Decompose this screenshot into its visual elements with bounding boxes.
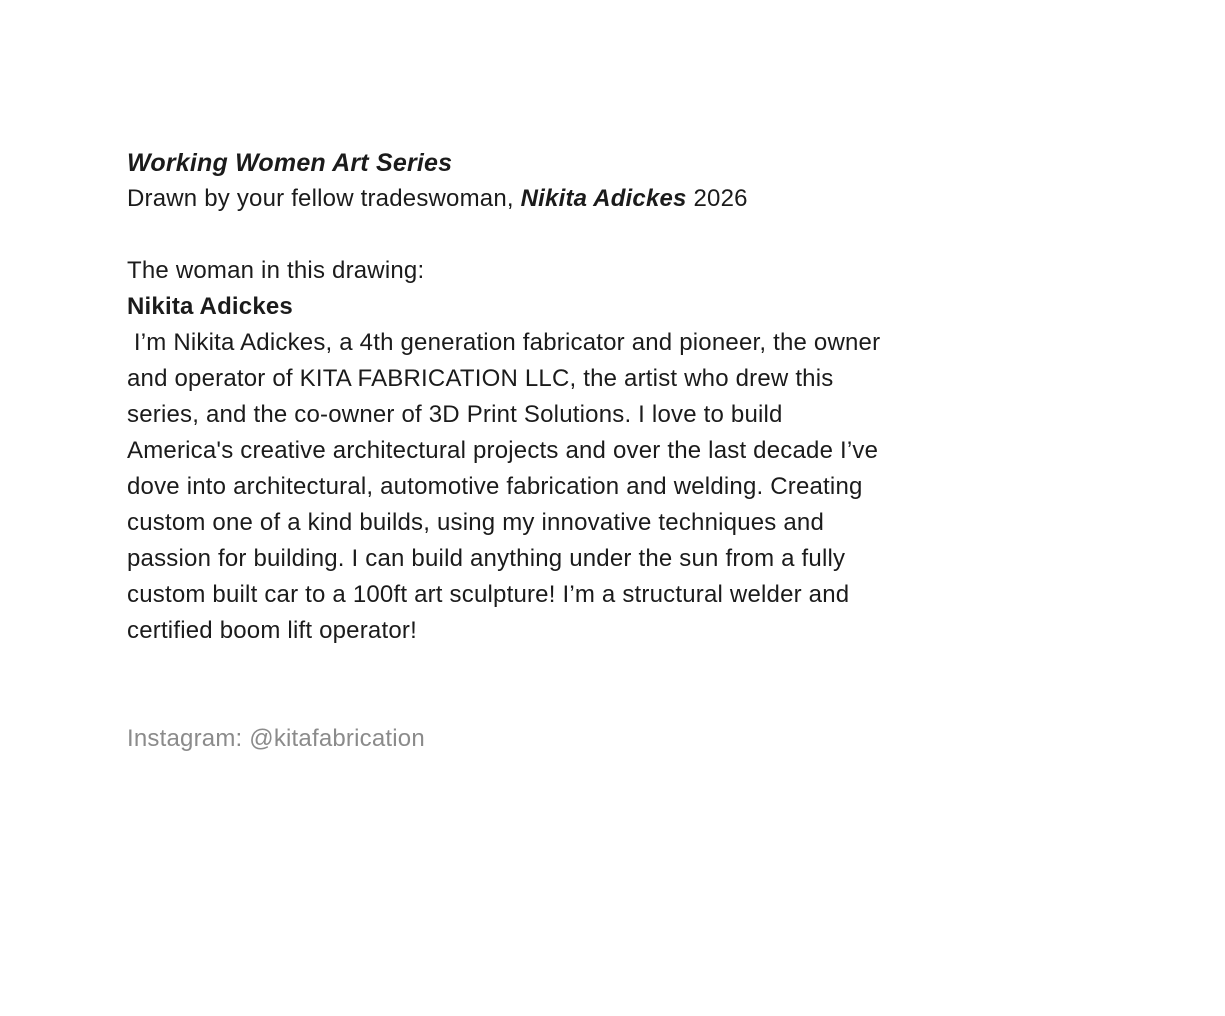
instagram-handle: @kitafabrication bbox=[249, 725, 425, 752]
subject-intro-label: The woman in this drawing: bbox=[127, 257, 425, 284]
byline bbox=[127, 181, 889, 217]
instagram-label: Instagram: bbox=[127, 725, 250, 752]
document-content bbox=[127, 145, 889, 757]
byline-year: 2026 bbox=[686, 185, 748, 212]
byline-prefix: Drawn by your fellow tradeswoman, bbox=[127, 185, 521, 212]
series-header bbox=[127, 145, 889, 217]
subject-block bbox=[127, 253, 889, 649]
instagram-line bbox=[127, 721, 889, 757]
subject-bio: I’m Nikita Adickes, a 4th generation fabricator and pioneer, the owner and operator of KITA FABRICATION LLC, the artist who drew this series, and the co-owner of 3D Print Solutions. I love to build America's creative architectural projects and over the last decade I’ve dove into architectural, automotive fabrication and welding. Creating custom one of a kind builds, using my innovative techniques and passion for building. I can build anything under the sun from a fully custom built car to a 100ft art sculpture! I’m a structural welder and certified boom lift operator! bbox=[127, 329, 888, 644]
series-title: Working Women Art Series bbox=[127, 149, 453, 177]
subject-name: Nikita Adickes bbox=[127, 293, 293, 320]
byline-artist-name: Nikita Adickes bbox=[520, 185, 687, 212]
